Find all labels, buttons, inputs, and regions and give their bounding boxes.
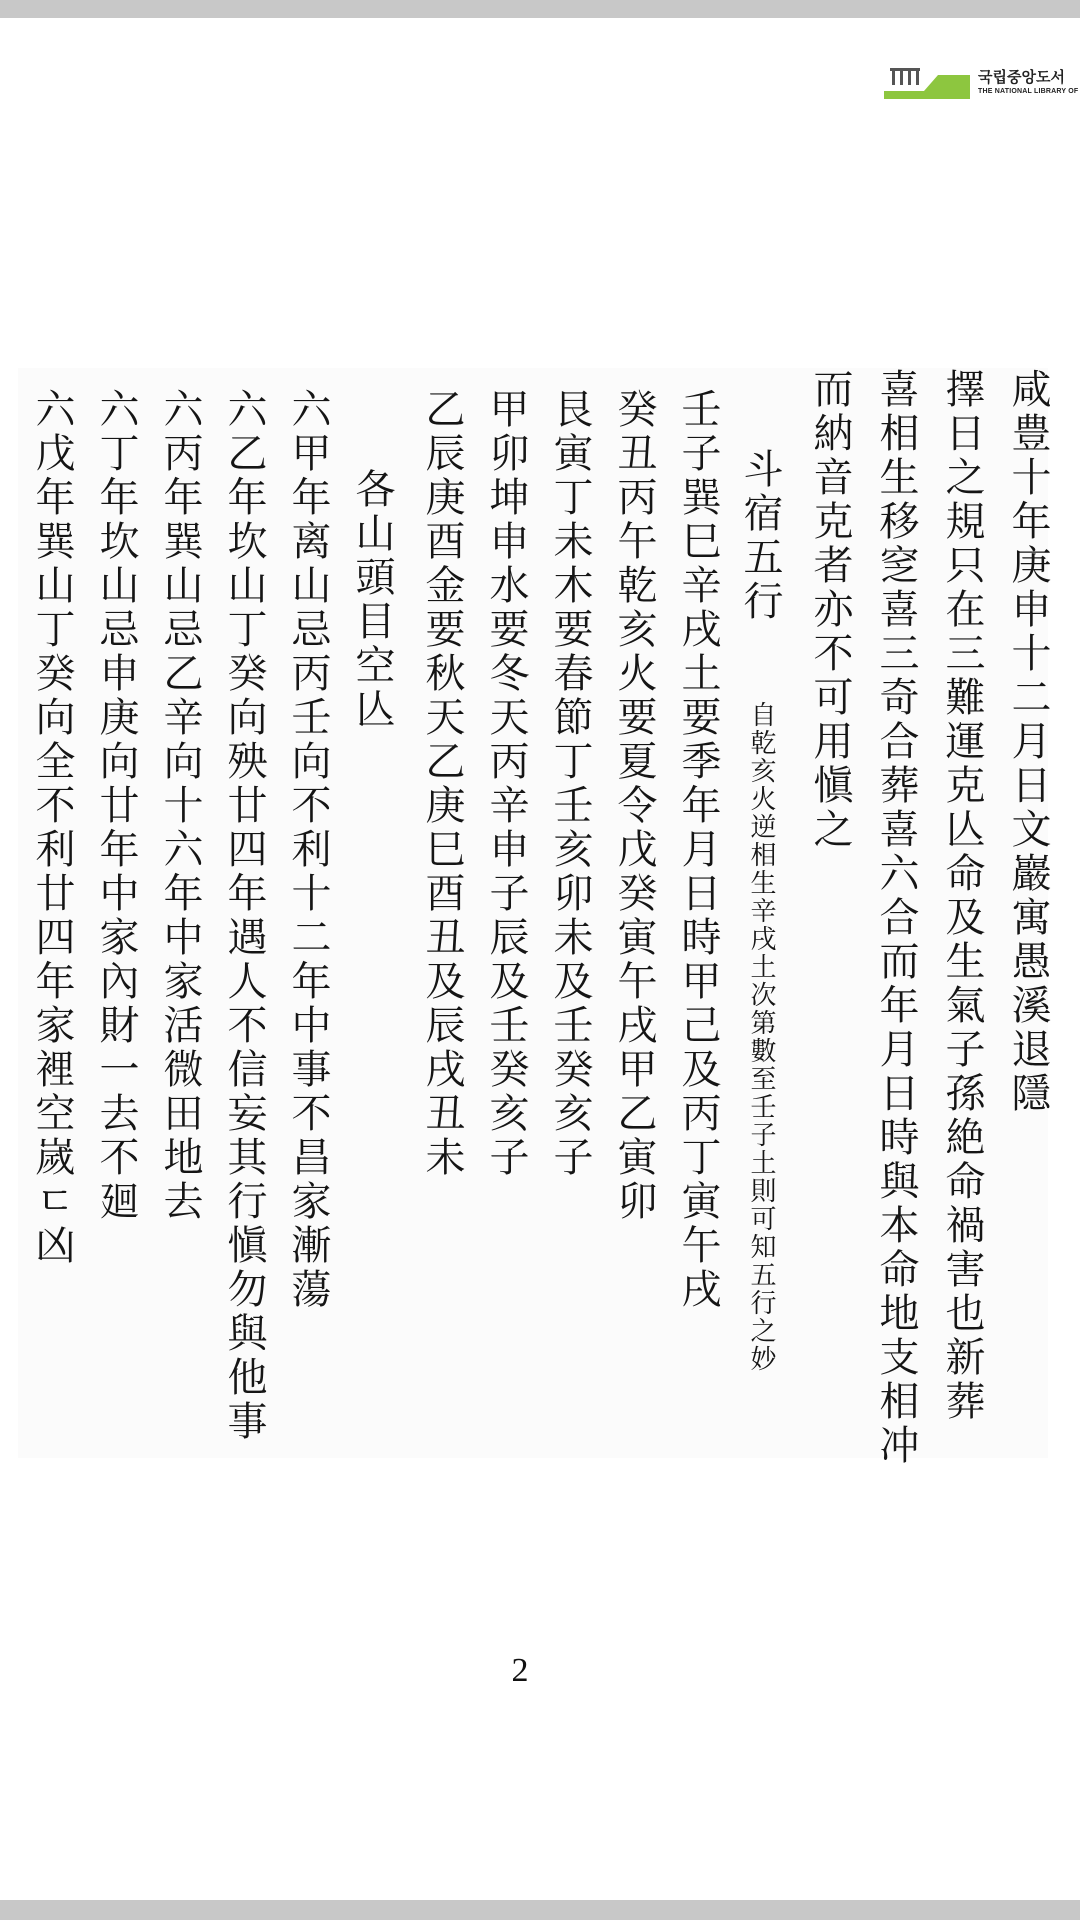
section-heading: 各山頭目空亾 [349,468,395,732]
text-column: 癸丑丙午乾亥火要夏令戊癸寅午戌甲乙寅卯 [611,388,657,1224]
text-column: 六丁年坎山忌申庚向廿年中家內財一去不廻 [93,388,139,1224]
text-column: 咸豊十年庚申十二月日文巖寓愚溪退隱 [1005,368,1051,1116]
text-column: 乙辰庚酉金要秋天乙庚巳酉丑及辰戌丑未 [419,388,465,1180]
library-name-english: THE NATIONAL LIBRARY OF [978,87,1079,95]
text-column: 喜相生移窆喜三奇合葬喜六合而年月日時與本命地支相冲 [873,368,919,1468]
manuscript-page [18,368,1051,1468]
bottom-bar [0,1900,1080,1920]
section-heading: 斗宿五行 [737,448,783,624]
text-column: 壬子巽巳辛戌土要季年月日時甲己及丙丁寅午戌 [675,388,721,1312]
top-bar [0,0,1080,18]
annotation-column: 自乾亥火逆相生辛戌土次第數至壬子土則可知五行之妙 [746,701,776,1373]
text-column: 六甲年离山忌丙壬向不利十二年中事不昌家漸蕩 [285,388,331,1312]
library-logo [884,62,1080,102]
text-column: 六丙年巽山忌乙辛向十六年中家活微田地去 [157,388,203,1224]
library-logo-icon [884,65,970,99]
text-column: 六乙年坎山丁癸向殃廿四年遇人不信妄其行愼勿與他事 [221,388,267,1444]
library-name-korean: 국립중앙도서 [978,68,1065,86]
page-number: 2 [511,1652,529,1689]
library-name [978,70,1078,95]
text-column: 甲卯坤申水要冬天丙辛申子辰及壬癸亥子 [483,388,529,1180]
text-column: 而納音克者亦不可用愼之 [807,368,853,852]
text-column: 擇日之規只在三難運克亾命及生氣子孫絶命禍害也新葬 [939,368,985,1424]
text-column: 六戊年巽山丁癸向全不利廿四年家裡空嵗ㄷ凶 [29,388,75,1268]
text-column: 艮寅丁未木要春節丁壬亥卯未及壬癸亥子 [547,388,593,1180]
